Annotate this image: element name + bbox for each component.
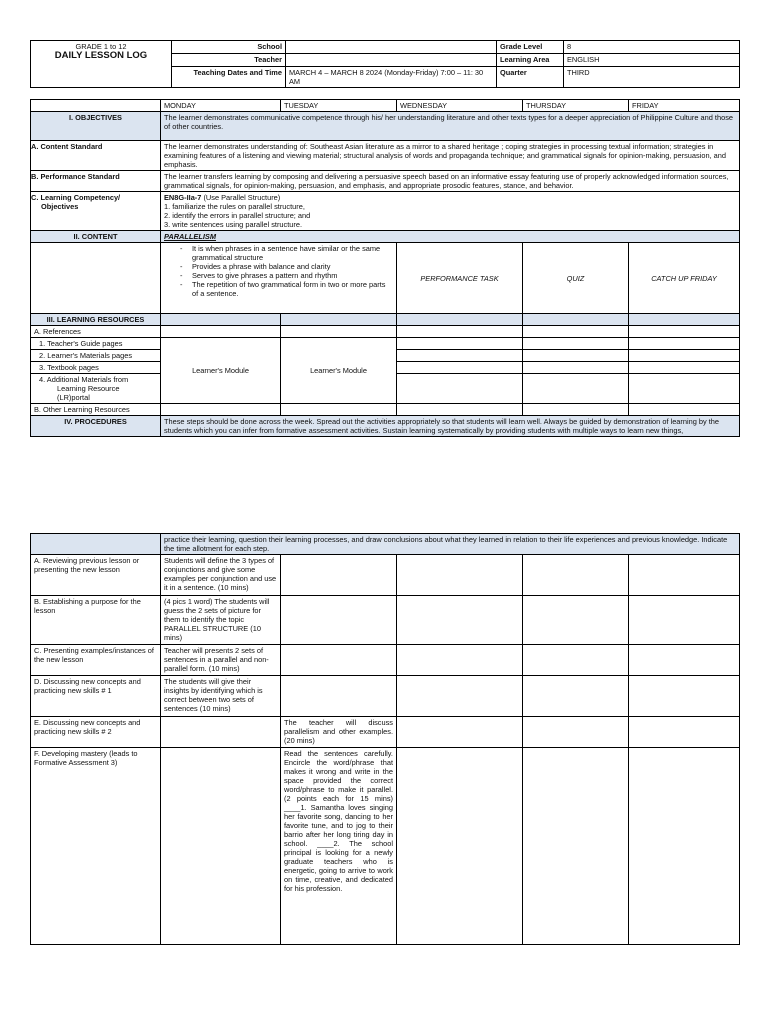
references-label: A. References [31, 326, 161, 338]
grade-level-label: Grade Level [497, 41, 564, 54]
quarter-label: Quarter [497, 67, 564, 88]
teacher-value [286, 54, 497, 67]
procedure-tuesday [281, 676, 397, 717]
procedure-tuesday: The teacher will discuss parallelism and other examples. (20 mins) [281, 717, 397, 748]
procedure-monday [161, 748, 281, 945]
procedure-label: F. Developing mastery (leads to Formative Assessment 3) [31, 748, 161, 945]
content-bullet: - Serves to give phrases a pattern and rhythm [180, 271, 393, 280]
day-thursday: THURSDAY [523, 100, 629, 112]
procedures-text-part2: practice their learning, question their learning processes, and draw conclusions about what they learned in relation to their life experiences and previous knowledge. Indicate the time allotment for each step. [161, 534, 740, 555]
procedure-tuesday: Read the sentences carefully. Encircle the word/phrase that makes it wrong and write in the space provided the correct word/phrase to make it parallel. (2 points each for 15 mins) ____1. Samantha loves singing her favorite song, dancing to her favorite tune, and to jog to their barrio after her long tiring day in school. ____2. The school principal is looking for a newly graduate teachers who is energetic, going to arrive to work on time, creative, and dedicated for his profession. [281, 748, 397, 945]
other-resources-label: B. Other Learning Resources [31, 404, 161, 416]
procedure-tuesday [281, 555, 397, 596]
resource-item-line: Learning Resource [57, 384, 120, 393]
resource-item: 3. Textbook pages [31, 362, 161, 374]
procedure-label: B. Establishing a purpose for the lesson [31, 596, 161, 645]
day-friday: FRIDAY [629, 100, 740, 112]
competency-item: 2. identify the errors in parallel structure; and [164, 211, 311, 220]
procedure-tuesday [281, 596, 397, 645]
school-value [286, 41, 497, 54]
competency-item: 1. familiarize the rules on parallel structure, [164, 202, 305, 211]
content-standard-text: The learner demonstrates understanding of: Southeast Asian literature as a mirror to a shared heritage ; coping strategies in processing textual information; strategies in examining features of a listening and viewing material; structural analysis of words and propaganda technique; and grammatical signals for opinion-making, persuasion, and emphasis. [161, 141, 740, 171]
teacher-label: Teacher [172, 54, 286, 67]
header-table [30, 40, 740, 88]
day-tuesday: TUESDAY [281, 100, 397, 112]
objectives-label: I. OBJECTIVES [31, 112, 161, 141]
procedures-label: IV. PROCEDURES [31, 416, 161, 437]
learning-area-label: Learning Area [497, 54, 564, 67]
content-bullet: - Provides a phrase with balance and clarity [180, 262, 393, 271]
grade-level-value: 8 [564, 41, 740, 54]
dates-label: Teaching Dates and Time [172, 67, 286, 88]
procedure-monday [161, 717, 281, 748]
school-label: School [172, 41, 286, 54]
competency-label-line2: Objectives [41, 202, 79, 211]
performance-standard-label: B. Performance Standard [31, 171, 161, 192]
content-topic: PARALLELISM [161, 231, 740, 243]
competency-code: EN8G-IIa-7 [164, 193, 202, 202]
procedure-tuesday [281, 645, 397, 676]
day-wednesday: WEDNESDAY [397, 100, 523, 112]
dates-value: MARCH 4 – MARCH 8 2024 (Monday-Friday) 7:00 – 11: 30 AM [286, 67, 497, 88]
quarter-value: THIRD [564, 67, 740, 88]
objectives-text: The learner demonstrates communicative competence through his/ her understanding literature and other texts types for a deeper appreciation of Philippine Culture and those of other countries. [161, 112, 740, 141]
resource-item-additional [31, 374, 161, 404]
performance-standard-text: The learner transfers learning by composing and delivering a persuasive speech based on an informative essay featuring use of properly acknowledged information sources, grammatical signals, for opinion-making, persuasion, and emphasis, and appropriate prosodic features, stance, and behavior. [161, 171, 740, 192]
day-monday: MONDAY [161, 100, 281, 112]
content-thursday: QUIZ [523, 243, 629, 314]
content-label: II. CONTENT [31, 231, 161, 243]
content-wednesday: PERFORMANCE TASK [397, 243, 523, 314]
procedure-label: A. Reviewing previous lesson or presenting the new lesson [31, 555, 161, 596]
procedure-monday: Students will define the 3 types of conjunctions and give some examples per conjunction and use it in a sentence. (10 mins) [161, 555, 281, 596]
procedure-monday: Teacher will presents 2 sets of sentences in a parallel and non-parallel form. (10 mins) [161, 645, 281, 676]
procedure-label: D. Discussing new concepts and practicing new skills # 1 [31, 676, 161, 717]
resources-monday: Learner's Module [161, 338, 281, 404]
procedure-monday: (4 pics 1 word) The students will guess the 2 sets of picture for them to identify the topic PARALLEL STRUCTURE (10 mins) [161, 596, 281, 645]
competency-item: 3. write sentences using parallel structure. [164, 220, 303, 229]
lesson-table-page-2 [30, 533, 740, 945]
grade-range: GRADE 1 to 12 [75, 42, 127, 51]
procedure-label: C. Presenting examples/instances of the new lesson [31, 645, 161, 676]
competency-label-line1: C. Learning Competency/ [31, 193, 121, 202]
procedure-monday: The students will give their insights by identifying which is correct between two sets of sentences (10 mins) [161, 676, 281, 717]
resource-item-line: (LR)portal [57, 393, 90, 402]
document-title: DAILY LESSON LOG [54, 50, 148, 61]
resource-item: 2. Learner's Materials pages [31, 350, 161, 362]
resources-tuesday: Learner's Module [281, 338, 397, 404]
content-bullet: - The repetition of two grammatical form in two or more parts of a sentence. [180, 280, 393, 298]
competency-cell [161, 192, 740, 231]
resource-item-line: 4. Additional Materials from [39, 375, 129, 384]
learning-area-value: ENGLISH [564, 54, 740, 67]
procedure-label: E. Discussing new concepts and practicing new skills # 2 [31, 717, 161, 748]
lesson-table-page-1 [30, 99, 740, 437]
competency-label [31, 192, 161, 231]
resources-label: III. LEARNING RESOURCES [31, 314, 161, 326]
content-bullets [161, 243, 397, 314]
content-bullet: - It is when phrases in a sentence have similar or the same grammatical structure [180, 244, 393, 262]
content-standard-label: A. Content Standard [31, 141, 161, 171]
resource-item: 1. Teacher's Guide pages [31, 338, 161, 350]
competency-code-note: (Use Parallel Structure) [201, 193, 281, 202]
header-title-cell [31, 41, 172, 88]
procedures-text-part1: These steps should be done across the week. Spread out the activities appropriately so that students will learn well. Always be guided by demonstration of learning by the students which you can infer from formative assessment activities. Sustain learning systematically by providing students with multiple ways to learn new things, [161, 416, 740, 437]
content-friday: CATCH UP FRIDAY [629, 243, 740, 314]
